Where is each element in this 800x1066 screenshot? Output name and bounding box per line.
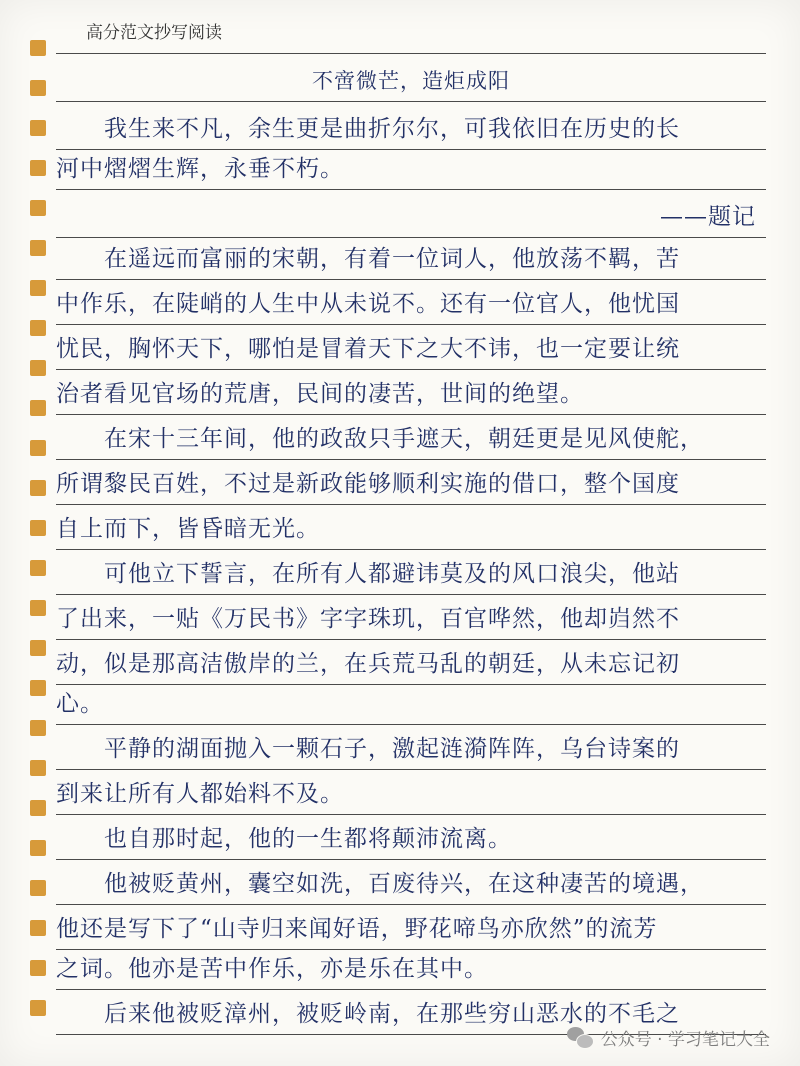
binder-hole — [30, 440, 46, 456]
binder-hole — [30, 240, 46, 256]
watermark-text: 公众号 · 学习笔记大全 — [600, 1030, 770, 1050]
text-line: 自上而下，皆昏暗无光。 — [56, 510, 766, 550]
text-line: 了出来，一贴《万民书》字字珠玑，百官哗然，他却岿然不 — [56, 600, 766, 640]
text-line: 之词。他亦是苦中作乐，亦是乐在其中。 — [56, 950, 766, 990]
ruled-lines — [56, 0, 766, 1066]
wechat-icon — [567, 1027, 593, 1049]
binder-hole — [30, 600, 46, 616]
binder-hole — [30, 320, 46, 336]
binder-holes — [30, 40, 46, 1040]
binder-hole — [30, 200, 46, 216]
text-line: 心。 — [56, 685, 766, 725]
binder-hole — [30, 360, 46, 376]
text-line: 在遥远而富丽的宋朝，有着一位词人，他放荡不羁，苦 — [56, 240, 766, 280]
text-line: 后来他被贬漳州，被贬岭南，在那些穷山恶水的不毛之 — [56, 995, 766, 1035]
binder-hole — [30, 920, 46, 936]
binder-hole — [30, 80, 46, 96]
text-line: 中作乐，在陡峭的人生中从未说不。还有一位官人，他忧国 — [56, 285, 766, 325]
text-line: 治者看见官场的荒唐，民间的凄苦，世间的绝望。 — [56, 375, 766, 415]
binder-hole — [30, 400, 46, 416]
binder-hole — [30, 560, 46, 576]
binder-hole — [30, 840, 46, 856]
watermark — [567, 1025, 770, 1050]
binder-hole — [30, 120, 46, 136]
binder-hole — [30, 880, 46, 896]
epigraph-attribution: ——题记 — [56, 198, 766, 238]
text-line: 河中熠熠生辉，永垂不朽。 — [56, 150, 766, 190]
binder-hole — [30, 800, 46, 816]
binder-hole — [30, 160, 46, 176]
text-line: 平静的湖面抛入一颗石子，激起涟漪阵阵，乌台诗案的 — [56, 730, 766, 770]
binder-hole — [30, 960, 46, 976]
text-line: 动，似是那高洁傲岸的兰，在兵荒马乱的朝廷，从未忘记初 — [56, 645, 766, 685]
text-line: 忧民，胸怀天下，哪怕是冒着天下之大不讳，也一定要让统 — [56, 330, 766, 370]
essay-title: 不啻微芒，造炬成阳 — [56, 62, 766, 102]
text-line: 可他立下誓言，在所有人都避讳莫及的风口浪尖，他站 — [56, 555, 766, 595]
text-line: 在宋十三年间，他的政敌只手遮天，朝廷更是见风使舵， — [56, 420, 766, 460]
binder-hole — [30, 40, 46, 56]
text-line: 他被贬黄州，囊空如洗，百废待兴，在这种凄苦的境遇， — [56, 865, 766, 905]
binder-hole — [30, 280, 46, 296]
text-line: 也自那时起，他的一生都将颠沛流离。 — [56, 820, 766, 860]
binder-hole — [30, 720, 46, 736]
text-line: 到来让所有人都始料不及。 — [56, 775, 766, 815]
text-line: 他还是写下了“山寺归来闻好语，野花啼鸟亦欣然”的流芳 — [56, 910, 766, 950]
binder-hole — [30, 480, 46, 496]
binder-hole — [30, 760, 46, 776]
page-header: 高分范文抄写阅读 — [56, 14, 766, 54]
binder-hole — [30, 1000, 46, 1016]
binder-hole — [30, 640, 46, 656]
text-line: 我生来不凡，余生更是曲折尔尔，可我依旧在历史的长 — [56, 110, 766, 150]
binder-hole — [30, 680, 46, 696]
binder-hole — [30, 520, 46, 536]
text-line: 所谓黎民百姓，不过是新政能够顺利实施的借口，整个国度 — [56, 465, 766, 505]
